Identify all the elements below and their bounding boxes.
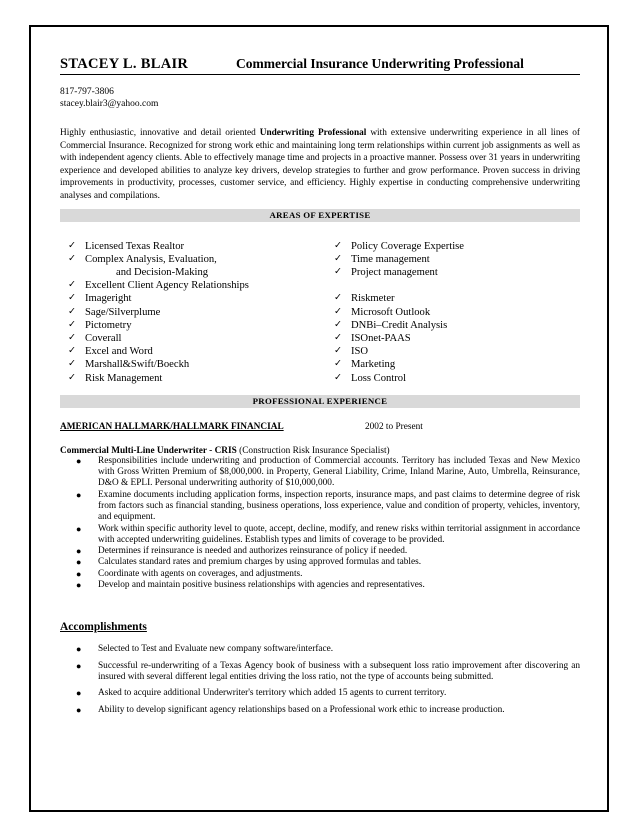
list-item: ● Develop and maintain positive business relationships with agencies and representatives. <box>76 580 425 591</box>
bullet-icon: ● <box>76 546 82 557</box>
checkmark-icon: ✓ <box>334 253 342 264</box>
bullet-icon: ● <box>76 688 82 699</box>
expertise-item: ✓ Excellent Client Agency Relationships <box>68 280 249 292</box>
resume-content <box>60 56 580 721</box>
expertise-item: ✓ Imageright <box>68 293 132 305</box>
employer-name: AMERICAN HALLMARK/HALLMARK FINANCIAL <box>60 421 284 432</box>
expertise-item: ✓ Sage/Silverplume <box>68 306 161 318</box>
list-item: ● Calculates standard rates and premium charges by using approved formulas and tables. <box>76 557 422 568</box>
bullet-icon: ● <box>76 557 82 568</box>
checkmark-icon: ✓ <box>334 319 342 330</box>
checkmark-icon: ✓ <box>334 372 342 383</box>
expertise-item-continuation: and Decision-Making <box>116 266 209 278</box>
bullet-icon: ● <box>76 489 82 500</box>
email-address: stacey.blair3@yahoo.com <box>60 99 159 109</box>
checkmark-icon: ✓ <box>68 253 76 264</box>
contact-info <box>60 86 580 110</box>
bullet-icon: ● <box>76 455 82 466</box>
accomplishments-list <box>60 644 580 715</box>
job-role <box>60 446 580 456</box>
expertise-column-left <box>66 240 332 385</box>
expertise-item: ✓ Riskmeter <box>334 293 395 305</box>
checkmark-icon: ✓ <box>68 280 76 291</box>
list-item: ● Responsibilities include underwriting and production of Commercial accounts. Territory has included Texas and New Mexico with Gross Written Premium of $8,000,000. in Property, General Liability, Crime, Inland Marine, Auto, Umbrella, Reinsurance, D&O & EPLI. Personal underwriting authority of $10,000,000. <box>76 455 580 489</box>
expertise-item: ✓ Licensed Texas Realtor <box>68 240 185 252</box>
list-item: ● Examine documents including application forms, inspection reports, insurance maps, and past claims to determine degree of risk from factors such as financial standing, business operations, loss experience, value and condition of property, vehicles, inventory, and equipment. <box>76 489 580 523</box>
expertise-item: ✓ Pictometry <box>68 319 132 331</box>
bullet-icon: ● <box>76 523 82 534</box>
expertise-item: ✓ Project management <box>334 266 438 278</box>
bullet-icon: ● <box>76 580 82 591</box>
checkmark-icon: ✓ <box>68 359 76 370</box>
checkmark-icon: ✓ <box>334 293 342 304</box>
expertise-item: ✓ Policy Coverage Expertise <box>334 240 464 252</box>
list-item: ● Successful re-underwriting of a Texas Agency book of business with a subsequent loss ratio improvement after discovering an insured with several different legal entities driving the loss ratio, not the type of accounts being submitted. <box>76 660 580 682</box>
phone-number: 817-797-3806 <box>60 87 114 97</box>
expertise-item: ✓ Complex Analysis, Evaluation, <box>68 253 217 265</box>
bullet-icon: ● <box>76 660 82 671</box>
candidate-name: STACEY L. BLAIR <box>60 56 189 72</box>
list-item: ● Work within specific authority level to quote, accept, decline, modify, and renew risks within territorial assignment in accordance with accepted underwriting guidelines. Establish types and limits of coverage to be provided. <box>76 523 580 545</box>
professional-summary <box>60 127 580 203</box>
expertise-heading: AREAS OF EXPERTISE <box>60 209 580 222</box>
checkmark-icon: ✓ <box>334 359 342 370</box>
list-item: ● Determines if reinsurance is needed and authorizes reinsurance of policy if needed. <box>76 546 408 557</box>
job-header <box>60 422 580 432</box>
expertise-spacer <box>332 279 464 292</box>
expertise-item: ✓ Loss Control <box>334 372 407 384</box>
expertise-item: ✓ Microsoft Outlook <box>334 306 431 318</box>
checkmark-icon: ✓ <box>68 332 76 343</box>
expertise-list <box>60 240 580 385</box>
expertise-item: ✓ DNBi–Credit Analysis <box>334 319 448 331</box>
expertise-item: ✓ Excel and Word <box>68 346 153 358</box>
expertise-item: ✓ Risk Management <box>68 372 163 384</box>
expertise-item: ✓ Time management <box>334 253 430 265</box>
experience-heading: PROFESSIONAL EXPERIENCE <box>60 395 580 408</box>
expertise-item: ✓ Marketing <box>334 359 396 371</box>
list-item: ● Asked to acquire additional Underwriter's territory which added 15 agents to current territory. <box>76 688 447 699</box>
expertise-item: ✓ ISO <box>334 346 369 358</box>
bullet-icon: ● <box>76 568 82 579</box>
checkmark-icon: ✓ <box>334 266 342 277</box>
checkmark-icon: ✓ <box>68 240 76 251</box>
checkmark-icon: ✓ <box>334 240 342 251</box>
summary-highlight: Underwriting Professional <box>259 128 367 138</box>
role-title: Commercial Multi-Line Underwriter - CRIS <box>60 445 237 456</box>
employment-dates: 2002 to Present <box>365 421 423 432</box>
checkmark-icon: ✓ <box>334 332 342 343</box>
accomplishments-heading: Accomplishments <box>60 621 147 634</box>
expertise-item: ✓ Marshall&Swift/Boeckh <box>68 359 190 371</box>
bullet-icon: ● <box>76 644 82 655</box>
summary-text-end: with extensive underwriting experience in all lines of Commercial Insurance. Recognized for strong work ethic and maintaining long term relationships within current job assignments as well as with independent agency clients. Able to effectively manage time and projects in a proactive manner. Possess over 31 years in underwriting experience and developed abilities to analyze key drivers, develop strategies to further and grow performance. Proven success in driving improvements in productivity, processes, customer service, and efficiency. Highly expertise in conducting comprehensive underwriting analyses and compilations. <box>60 128 581 201</box>
checkmark-icon: ✓ <box>68 306 76 317</box>
checkmark-icon: ✓ <box>68 346 76 357</box>
checkmark-icon: ✓ <box>68 319 76 330</box>
role-specialty: (Construction Risk Insurance Specialist) <box>236 445 390 456</box>
list-item: ● Ability to develop significant agency relationships based on a Professional work ethic to increase production. <box>76 704 505 715</box>
expertise-column-right <box>332 240 464 385</box>
checkmark-icon: ✓ <box>68 293 76 304</box>
list-item: ● Selected to Test and Evaluate new company software/interface. <box>76 644 334 655</box>
checkmark-icon: ✓ <box>334 306 342 317</box>
expertise-item: ✓ ISOnet-PAAS <box>334 332 411 344</box>
responsibilities-list <box>60 456 580 592</box>
bullet-icon: ● <box>76 704 82 715</box>
checkmark-icon: ✓ <box>68 372 76 383</box>
professional-title: Commercial Insurance Underwriting Professional <box>236 56 524 71</box>
summary-text-start: Highly enthusiastic, innovative and detail oriented <box>60 128 260 138</box>
checkmark-icon: ✓ <box>334 346 342 357</box>
resume-header <box>60 56 580 75</box>
list-item: ● Coordinate with agents on coverages, and adjustments. <box>76 568 303 579</box>
expertise-item: ✓ Coverall <box>68 332 122 344</box>
